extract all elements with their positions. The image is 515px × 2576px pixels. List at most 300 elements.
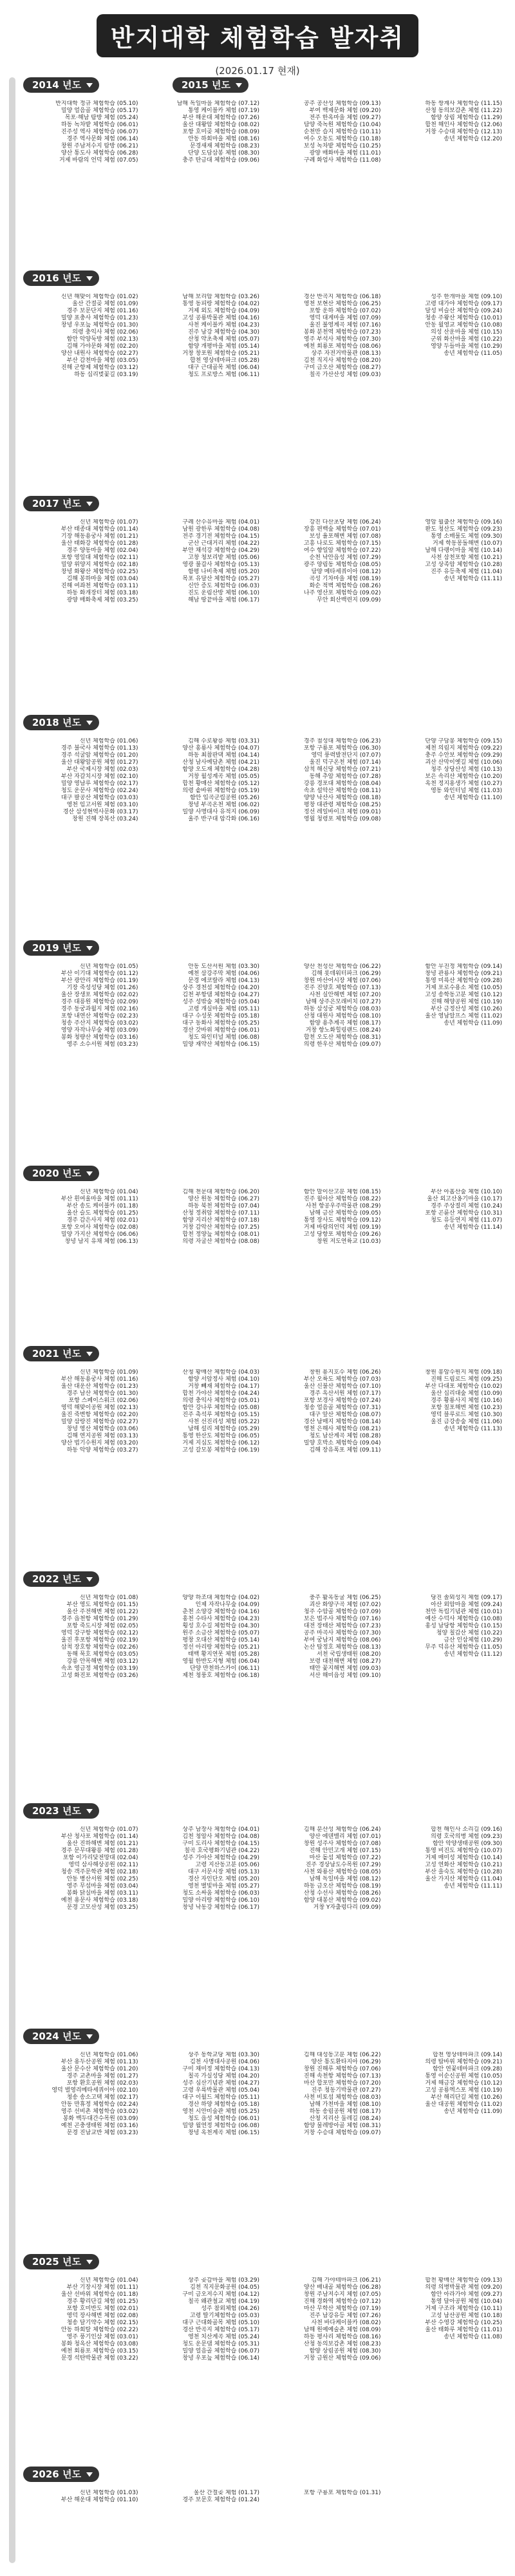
event-item: 진주성 역사 체험학습 (06.07) (61, 129, 138, 135)
event-item: 합천 해인사 체험학습 (12.06) (425, 122, 502, 128)
event-item: 영천 별빛마을 체험 (05.27) (188, 1883, 259, 1889)
event-item: 남해 상주은모래비치 (07.27) (305, 999, 381, 1005)
event-column (145, 963, 260, 1048)
event-item: 울산 대운산 체험학습 (01.23) (61, 1383, 138, 1390)
event-item: 양산 에덴밸리 체험 (07.01) (309, 1833, 381, 1840)
event-column (145, 1826, 260, 1911)
event-item: 진주 경상남도수목원 (07.29) (305, 1862, 381, 1868)
event-item: 김천 부항댐 체험학습 (04.27) (182, 992, 259, 998)
event-item: 경주 주상절리 체험 (10.24) (431, 1203, 502, 1209)
event-item: 밀양 표충사 체험학습 (01.23) (61, 315, 138, 321)
event-item: 청주 상당산성 체험 (10.13) (431, 766, 502, 773)
event-item: 경주 문무대왕릉 체험 (01.28) (61, 1848, 138, 1854)
event-item: 창녕 낙동강 체험학습 (06.17) (182, 1904, 259, 1911)
event-item: 강진 다산초당 체험 (06.24) (309, 519, 381, 526)
event-item: 보은 법주사 체험학습 (07.16) (303, 1616, 381, 1622)
event-item: 울산 문수산 체험학습 (01.20) (61, 2066, 138, 2072)
event-item: 송년 체험학습 (11.05) (444, 350, 502, 357)
event-item: 거창 월성계곡 체험 (05.05) (188, 773, 259, 780)
event-item: 부산 영도 체험학습 (01.15) (66, 1602, 138, 1608)
event-item: 고령 지산동고분 (05.06) (195, 1862, 259, 1868)
event-item: 포항 스페이스워크 (02.06) (68, 1397, 138, 1404)
event-item: 함안 악양생태공원 (09.30) (432, 1841, 502, 1847)
event-item: 부산 흰여울마을 체험 (01.11) (61, 1196, 138, 1202)
event-item: 영덕 풍력발전단지 (07.07) (311, 752, 381, 759)
event-item: 구미 도리사 체험학습 (04.15) (182, 1841, 259, 1847)
year-toggle-2018[interactable]: 2018 년도 (23, 715, 99, 730)
event-item: 칠곡 가산산성 체험 (09.03) (309, 372, 381, 378)
event-column (23, 519, 138, 604)
event-item: 창원 주남저수지 체험 (07.05) (303, 2291, 381, 2298)
event-item: 합천 정양늪 체험학습 (08.01) (182, 1231, 259, 1238)
event-item: 울진 덕구온천 체험 (07.14) (309, 759, 381, 766)
event-item: 부산 이기대 체험학습 (01.12) (61, 971, 138, 977)
event-item: 의령 한우산 체험학습 (09.07) (303, 1041, 381, 1048)
event-item: 울진 후포항 체험학습 (02.19) (61, 1637, 138, 1643)
event-item: 신년 체험학습 (01.06) (79, 2052, 138, 2058)
event-item: 거창 수승대 체험학습 (12.13) (425, 129, 502, 135)
event-item: 단양 만천하스카이 (06.11) (189, 1665, 259, 1672)
event-item: 청도 남산계곡 체험 (08.28) (309, 1433, 381, 1439)
event-item: 경산 반곡지 체험학습 (05.17) (182, 2327, 259, 2333)
event-item: 거창 감악산 체험학습 (07.25) (182, 1224, 259, 1231)
event-item: 평창 대관령 체험학습 (08.25) (303, 802, 381, 808)
event-item: 신년 체험학습 (01.08) (79, 1595, 138, 1601)
event-item: 구례 화엄사 체험학습 (11.08) (303, 157, 381, 164)
event-item: 양산 내원사 체험학습 (02.27) (61, 350, 138, 357)
year-toggle-2019[interactable]: 2019 년도 (23, 940, 99, 956)
year-section-2026 (0, 2467, 515, 2570)
event-item: 의령 충익사 체험학습 (05.01) (182, 1397, 259, 1404)
event-column (23, 738, 138, 823)
event-item: 밀양 삼랑진 체험학습 (02.27) (61, 1419, 138, 1425)
event-item: 의령 탑바위 체험학습 (09.21) (425, 2059, 502, 2065)
event-column (266, 519, 381, 604)
event-item: 창녕 우포늪 체험학습 (06.14) (182, 2355, 259, 2362)
event-column (388, 1189, 503, 1245)
event-item: 의령 충익사 체험 (02.06) (72, 329, 138, 336)
event-item: 신년 체험학습 (01.04) (79, 2277, 138, 2284)
event-item: 창녕 관룡사 체험학습 (09.21) (425, 971, 502, 977)
event-item: 거제 바람의 언덕 체험 (07.05) (59, 157, 138, 164)
event-item: 신년 체험학습 (01.07) (79, 1826, 138, 1833)
event-item: 상주 동학교당 체험 (03.30) (188, 2052, 259, 2058)
event-item: 경주 양동마을 체험 (02.04) (66, 547, 138, 554)
event-item: 밀양 얼음골 체험학습 (06.07) (182, 2348, 259, 2354)
event-item: 합천 황매산 체험학습 (05.12) (182, 781, 259, 787)
event-item: 함양 개평마을 체험 (05.14) (188, 343, 259, 350)
event-item: 속초 설악산 체험학습 (08.11) (303, 788, 381, 794)
event-item: 청주 수암골 체험학습 (07.09) (303, 1609, 381, 1615)
event-item: 진주 유등축제 체험 (11.04) (431, 569, 502, 575)
event-item: 횡성 호수길 체험학습 (04.30) (182, 1623, 259, 1629)
event-item: 부산 기장시장 체험 (01.11) (66, 2284, 138, 2291)
event-item: 신년 체험학습 (01.07) (79, 519, 138, 526)
event-column (266, 2490, 381, 2504)
year-toggle-2017[interactable]: 2017 년도 (23, 496, 99, 511)
event-item: 진해 안민고개 체험 (07.15) (309, 1848, 381, 1854)
event-item: 경주 옥산서원 체험 (07.17) (309, 1390, 381, 1397)
event-item: 경주 감은사지 체험 (02.01) (66, 1217, 138, 1224)
event-item: 의령 의병박물관 체험 (09.20) (425, 2284, 502, 2291)
event-item: 완도 청산도 체험학습 (09.23) (425, 526, 502, 533)
event-item: 울산 신불산 체험학습 (07.10) (303, 1383, 381, 1390)
year-section-2019 (0, 940, 515, 1159)
event-item: 양산 통도환타지아 (06.29) (311, 2059, 381, 2065)
event-item: 영동 와인터널 체험 (11.03) (431, 788, 502, 794)
event-item: 남해 금산 체험학습 (09.05) (309, 1210, 381, 1217)
event-item: 하동 화개장터 체험 (03.18) (66, 590, 138, 596)
event-item: 청송 주왕산 체험학습 (10.01) (425, 315, 502, 321)
event-item: 영천 치산계곡 체험 (05.24) (188, 2334, 259, 2340)
event-item: 영암 월출산 체험학습 (09.16) (425, 519, 502, 526)
event-item: 예천 곤충생태원 체험 (03.16) (61, 2123, 138, 2129)
event-item: 울진 죽변항 체험학습 (02.20) (61, 1412, 138, 1418)
header (0, 0, 515, 77)
event-item: 창원 진해루 체험학습 (07.06) (303, 2066, 381, 2072)
event-item: 진주 진양호 체험학습 (07.13) (303, 985, 381, 991)
event-item: 청송 주산지 체험학습 (03.02) (61, 1020, 138, 1027)
event-item: 문경 고모산성 체험 (03.25) (66, 1904, 138, 1911)
event-item: 홍성 남당항 체험학습 (10.15) (425, 1623, 502, 1629)
event-item: 영덕 블루로드 체험 (10.30) (431, 1412, 502, 1418)
event-item: 경주 교촌마을 체험 (01.27) (66, 2073, 138, 2079)
event-item: 군산 근대거리 체험 (04.22) (188, 540, 259, 547)
event-item: 밀양 영남루 체험학습 (02.17) (61, 781, 138, 787)
year-toggle-2025[interactable]: 2025 년도 (23, 2254, 99, 2269)
event-item: 장흥 편백숲 체험학습 (07.01) (303, 526, 381, 533)
event-item: 고성 공룡엑스포 체험 (10.19) (425, 2087, 502, 2094)
event-item: 창원 저도연륙교 (10.03) (317, 1238, 381, 1245)
event-item: 부여 궁남지 체험학습 (08.06) (303, 1637, 381, 1643)
event-item: 밀양 아리랑 체험학습 (06.10) (182, 1897, 259, 1904)
event-item: 거제 지심도 체험학습 (06.12) (182, 1440, 259, 1446)
event-column (266, 294, 381, 379)
event-item: 고성 공룡박물관 체험 (04.16) (182, 315, 259, 321)
event-item: 남해 설리 체험학습 (05.29) (188, 1426, 259, 1432)
event-item: 진해 경화역 체험학습 (07.12) (303, 2298, 381, 2305)
year-toggle-2014[interactable]: 2014 년도 (23, 77, 99, 93)
event-item: 신년 체험학습 (01.06) (79, 738, 138, 744)
event-item: 성주 한개마을 체험 (09.10) (431, 294, 502, 300)
event-column (145, 2277, 260, 2362)
event-item: 김해 가야문화 체험 (02.20) (66, 343, 138, 350)
event-column (23, 1369, 138, 1454)
event-column (388, 738, 503, 823)
event-item: 부산 해동용궁사 체험 (01.16) (61, 1376, 138, 1383)
event-item: 사천 항공우주박물관 (08.29) (305, 1203, 381, 1209)
event-item: 고성 화진포 체험학습 (03.26) (61, 1672, 138, 1679)
event-column (23, 1189, 138, 1245)
event-item: 제천 청풍호 체험학습 (06.18) (182, 1672, 259, 1679)
event-item: 울주 반구대 암각화 (06.16) (188, 816, 259, 822)
event-item: 사천 바다케이블카 (08.02) (311, 2320, 381, 2326)
year-toggle-2021[interactable]: 2021 년도 (23, 1346, 99, 1361)
event-item: 울산 슬도 체험학습 (01.25) (66, 1210, 138, 1217)
event-column (145, 2052, 260, 2137)
event-item: 산청 대원사 체험학습 (08.10) (303, 1013, 381, 1019)
event-item: 송년 체험학습 (11.12) (444, 1651, 502, 1658)
event-item: 고령 우륵박물관 체험 (05.04) (182, 2087, 259, 2094)
event-item: 남원 광한루 체험학습 (04.08) (182, 526, 259, 533)
event-item: 울산 대공원 체험학습 (11.02) (425, 2101, 502, 2108)
event-item: 송년 체험학습 (11.14) (444, 1224, 502, 1231)
event-item: 창원 용지호수 체험 (06.26) (309, 1369, 381, 1376)
event-item: 함양 물레방아골 체험 (08.31) (303, 2123, 381, 2129)
event-item: 김해 분산성 체험학습 (06.24) (303, 1826, 381, 1833)
event-item: 함안 악양둑방 체험 (02.13) (66, 336, 138, 343)
event-item: 공주 마곡사 체험학습 (07.30) (303, 1630, 381, 1636)
event-item: 영덕 강구항 체험학습 (02.12) (61, 1630, 138, 1636)
event-item: 창녕 화왕산 체험학습 (02.25) (61, 569, 138, 575)
event-item: 양산 통도사 체험학습 (06.28) (61, 150, 138, 156)
event-item: 영주 풍기인삼 체험 (03.01) (66, 2334, 138, 2340)
event-item: 사천 실안해변 체험 (07.20) (309, 992, 381, 998)
event-item: 경주 보문단지 체험 (01.16) (66, 308, 138, 314)
event-item: 보은 속리산 체험학습 (10.20) (425, 773, 502, 780)
event-item: 구미 채미정 체험학습 (04.13) (182, 2066, 259, 2072)
event-item: 문경 석탄박물관 체험 (03.22) (61, 2355, 138, 2362)
event-item: 하동 금오산 체험학습 (08.19) (303, 1883, 381, 1889)
event-item: 영덕 벌영리메타세쿼이아 (02.10) (52, 2087, 138, 2094)
event-item: 부산 해리단길 체험 (10.26) (431, 2094, 502, 2101)
event-item: 순천만 습지 체험학습 (10.11) (303, 129, 381, 135)
event-item: 거제 바람의언덕 체험 (09.19) (303, 1224, 381, 1231)
event-item: 영덕 장사해변 체험 (02.08) (66, 2313, 138, 2319)
event-column (388, 2277, 503, 2362)
event-item: 담양 메타세쿼이아 (08.12) (311, 569, 381, 575)
event-item: 산청 황매산 체험학습 (04.03) (182, 1369, 259, 1376)
event-item: 김해 가야테마파크 (06.21) (311, 2277, 381, 2284)
event-item: 경주 석굴암 체험학습 (01.20) (61, 752, 138, 759)
event-item: 함양 상림공원 체험 (08.30) (309, 2348, 381, 2354)
event-item: 사천 와룡산 체험학습 (08.05) (303, 1869, 381, 1875)
event-item: 영천 은해사 체험학습 (08.21) (303, 1426, 381, 1432)
event-item: 옥천 정지용생가 체험 (10.27) (425, 781, 502, 787)
event-item: 울산 태화강 체험학습 (01.28) (61, 540, 138, 547)
event-column (145, 2490, 260, 2504)
event-item: 상주 남장사 체험학습 (04.01) (182, 1826, 259, 1833)
event-item: 경산 하양 체험학습 (05.18) (188, 2101, 259, 2108)
event-item: 영덕 해맞이공원 체험 (02.13) (61, 1405, 138, 1411)
event-item: 안동 월영교 체험학습 (10.08) (425, 322, 502, 328)
year-toggle-2026[interactable]: 2026 년도 (23, 2467, 99, 2482)
event-item: 신년 체험학습 (01.09) (79, 1369, 138, 1376)
event-item: 경주 읍천항 체험학습 (01.29) (61, 1616, 138, 1622)
event-item: 포항 호미곶 체험학습 (08.09) (182, 129, 259, 135)
event-item: 김천 직지사 체험학습 (08.20) (303, 357, 381, 364)
event-column (23, 963, 138, 1048)
event-item: 창녕 남지 유채 체험 (06.13) (64, 1238, 138, 1245)
event-column (388, 2052, 503, 2137)
event-item: 고성 남산공원 체험 (10.18) (431, 2313, 502, 2319)
event-item: 진해 해양공원 체험 (10.19) (431, 999, 502, 1005)
event-item: 칠곡 호국평화기념관 (04.22) (184, 1848, 259, 1854)
event-item: 신년 체험학습 (01.05) (79, 963, 138, 970)
event-item: 거제 외도 체험학습 (04.09) (188, 308, 259, 314)
event-item: 괴산 화양구곡 체험 (07.02) (309, 1602, 381, 1608)
event-item: 밀양 위양지 체험학습 (02.18) (61, 562, 138, 568)
event-item: 영주 선비촌 체험학습 (03.02) (61, 2108, 138, 2115)
event-item: 부산 광안리 체험학습 (01.19) (61, 978, 138, 984)
event-item: 창원 마산어시장 체험 (07.06) (303, 978, 381, 984)
event-item: 남해 다랭이마을 체험 (10.14) (425, 547, 502, 554)
event-item: 고흥 나로도 체험학습 (07.15) (303, 540, 381, 547)
year-toggle-2022[interactable]: 2022 년도 (23, 1571, 99, 1587)
event-item: 대구 팔공산 체험학습 (03.03) (61, 795, 138, 801)
event-item: 사천 삼천포항 체험 (10.21) (431, 554, 502, 561)
event-item: 김천 직지문화공원 (04.05) (189, 2284, 259, 2291)
event-item: 청송 얼음골 체험학습 (07.31) (303, 1405, 381, 1411)
event-item: 화순 적벽 체험학습 (08.26) (309, 583, 381, 589)
event-column (388, 1595, 503, 1680)
event-item: 청도 읍성 체험학습 (06.01) (188, 2116, 259, 2122)
event-item: 하동 십리벚꽃길 (03.19) (74, 372, 138, 378)
event-item: 양양 낙산사 체험학습 (08.18) (303, 795, 381, 801)
event-item: 포항 영일대 체험학습 (02.11) (61, 554, 138, 561)
event-item: 창녕 부곡온천 체험 (06.02) (188, 802, 259, 808)
event-item: 창원 진해 장복산 (03.24) (72, 816, 138, 822)
event-columns (23, 2490, 502, 2504)
event-item: 부산 감천마을 체험 (03.05) (66, 357, 138, 364)
event-item: 함양 상림 체험학습 (11.29) (431, 115, 502, 121)
event-item: 문경 에코랄라 체험 (04.13) (188, 978, 259, 984)
year-section-2014 (0, 77, 515, 264)
year-section-2025 (0, 2254, 515, 2460)
event-item: 충주 활옥동굴 체험 (06.25) (309, 1595, 381, 1601)
event-item: 상주 자전거박물관 (08.13) (311, 350, 381, 357)
event-item: 울산 간절곶 체험 (01.09) (72, 301, 138, 307)
event-columns (23, 738, 502, 823)
event-item: 김해 봉하마을 체험 (03.04) (66, 576, 138, 582)
event-item: 성주 참외체험 (04.26) (201, 2306, 259, 2312)
event-item: 창녕 옥천계곡 체험 (06.15) (188, 2130, 259, 2136)
event-item: 경주 남산 체험학습 (01.30) (66, 1390, 138, 1397)
event-item: 포항 칠포해변 체험 (10.23) (431, 1405, 502, 1411)
event-item: 광주 양림동 체험학습 (08.05) (303, 562, 381, 568)
event-item: 함안 무진정 체험학습 (09.14) (425, 963, 502, 970)
event-item: 포항 호미반도 체험 (02.01) (66, 2306, 138, 2312)
event-item: 거창 금원산 체험학습 (09.06) (303, 2355, 381, 2362)
year-section-2023 (0, 1803, 515, 2022)
event-item: 합천 영상테마파크 (05.28) (189, 357, 259, 364)
event-item: 문경새재 체험학습 (08.23) (189, 143, 259, 149)
event-item: 영천 보현산 체험학습 (06.25) (303, 301, 381, 307)
event-item: 안동 하회마을 체험 (08.16) (188, 136, 259, 142)
event-item: 진해 군항제 체험학습 (03.12) (61, 365, 138, 371)
event-item: 양산 홍룡사 체험학습 (04.07) (182, 745, 259, 752)
year-toggle-2020[interactable]: 2020 년도 (23, 1166, 99, 1181)
page-title: 반지대학 체험학습 발자취 (97, 14, 418, 57)
event-item: 김해 롯데워터파크 (06.29) (311, 971, 381, 977)
event-item: 부산 오륙도 체험학습 (07.03) (303, 1376, 381, 1383)
event-item: 창원 성주사 체험학습 (07.08) (303, 1841, 381, 1847)
event-item: 목포 유달산 체험학습 (05.27) (182, 576, 259, 582)
event-item: 태백 황지연못 체험 (05.28) (188, 1651, 259, 1658)
year-section-2024 (0, 2029, 515, 2248)
event-item: 의령 솥바위 체험학습 (05.19) (182, 788, 259, 794)
event-column (388, 100, 503, 164)
event-item: 홍천 수타사 체험학습 (04.23) (182, 1616, 259, 1622)
event-item: 상주 경천섬 체험학습 (04.20) (182, 985, 259, 991)
event-item: 예산 수덕사 체험학습 (10.08) (425, 1616, 502, 1622)
event-item: 경산 갓바위 체험학습 (06.01) (182, 1027, 259, 1034)
event-item: 영월 한반도지형 체험 (06.04) (182, 1658, 259, 1665)
year-section-2022 (0, 1571, 515, 1797)
event-item: 충주 탄금대 체험학습 (09.06) (182, 157, 259, 164)
event-item: 영주 소수서원 체험 (03.23) (66, 1041, 138, 1048)
event-item: 진주 남강 체험학습 (04.30) (188, 329, 259, 336)
event-column (23, 2277, 138, 2362)
event-item: 봉화 닭실마을 체험 (03.11) (66, 1890, 138, 1897)
event-item: 창녕 영산 체험학습 (03.06) (66, 1426, 138, 1432)
year-toggle-2023[interactable]: 2023 년도 (23, 1803, 99, 1819)
event-item: 고성 연화산 체험학습 (10.21) (425, 1862, 502, 1868)
event-item: 예천 삼강주막 체험 (04.06) (188, 971, 259, 977)
event-item: 청도 와인터널 체험 (06.08) (188, 1034, 259, 1041)
event-item: 신년 해맞이 체험학습 (01.02) (61, 294, 138, 300)
event-item: 반지대학 정규 체험학습 (05.10) (55, 100, 138, 107)
event-item: 진주 월아산 체험학습 (08.22) (303, 1196, 381, 1202)
event-item: 양산 법기수원지 체험 (03.20) (61, 1440, 138, 1446)
year-toggle-2016[interactable]: 2016 년도 (23, 270, 99, 286)
event-item: 부안 채석강 체험학습 (04.29) (182, 547, 259, 554)
event-item: 서산 해미읍성 체험 (09.10) (309, 1672, 381, 1679)
event-item: 부산 아홉산숲 체험 (10.10) (431, 1189, 502, 1195)
event-item: 부산 금정산성 체험 (10.26) (431, 1006, 502, 1012)
event-column (388, 2490, 503, 2504)
event-item: 의령 자굴산 체험학습 (08.08) (182, 1238, 259, 1245)
event-item: 마산 합포만 체험학습 (07.20) (303, 2080, 381, 2087)
event-item: 목포·해남 탐방 체험 (05.24) (64, 115, 138, 121)
event-column (388, 519, 503, 604)
event-item: 김해 천문대 체험학습 (06.20) (182, 1189, 259, 1195)
event-item: 영덕 대게마을 체험 (07.09) (309, 315, 381, 321)
year-toggle-2015[interactable]: 2015 년도 (173, 77, 248, 93)
event-column (388, 1369, 503, 1454)
event-item: 영월 청령포 체험학습 (09.08) (303, 816, 381, 822)
event-item: 금산 인삼체험 (10.29) (444, 1637, 502, 1643)
event-item: 함평 나비축제 체험 (05.20) (188, 569, 259, 575)
event-item: 태안 꽃지해변 체험 (09.03) (309, 1665, 381, 1672)
event-item: 송년 체험학습 (11.13) (444, 1426, 502, 1432)
event-item: 밀양 얼음골 체험학습 (05.17) (61, 108, 138, 114)
event-item: 영양 두들마을 체험 (10.29) (431, 343, 502, 350)
event-item: 진도 운림산방 체험 (06.10) (188, 590, 259, 596)
event-item: 기장 죽성성당 체험 (01.26) (66, 985, 138, 991)
event-item: 산청 동의보감촌 체험 (08.23) (303, 2341, 381, 2347)
event-item: 울산 외고산옹기마을 (10.17) (427, 1196, 502, 1202)
event-item: 강릉 경포대 체험학습 (08.04) (303, 781, 381, 787)
year-toggle-2024[interactable]: 2024 년도 (23, 2029, 99, 2044)
event-item: 포항 환호공원 체험 (02.03) (66, 2080, 138, 2087)
event-item: 울산 대왕암공원 체험 (01.27) (61, 759, 138, 766)
event-item: 통영 소매물도 체험 (09.30) (431, 533, 502, 540)
event-item: 청도 운문사 체험학습 (02.24) (61, 788, 138, 794)
event-item: 대구 서문시장 체험 (05.13) (188, 1869, 259, 1875)
event-item: 안동 도산서원 체험 (03.30) (188, 963, 259, 970)
event-item: 산청 약초축제 체험 (05.07) (188, 336, 259, 343)
event-item: 하동 최참판댁 체험 (04.14) (188, 752, 259, 759)
event-item: 삼척 장호항 체험학습 (02.26) (61, 1644, 138, 1651)
event-item: 안동 하회탈 체험학습 (02.22) (61, 2327, 138, 2333)
event-columns (23, 519, 502, 604)
event-item: 포항 죽도시장 체험 (02.05) (66, 1623, 138, 1629)
event-item: 고령 대가야 체험학습 (09.17) (425, 301, 502, 307)
event-item: 포항 구룡포 체험학습 (06.30) (303, 745, 381, 752)
event-item: 사천 선진리성 체험 (05.22) (188, 1419, 259, 1425)
event-item: 고령 딸기체험학습 (05.03) (189, 2313, 259, 2319)
